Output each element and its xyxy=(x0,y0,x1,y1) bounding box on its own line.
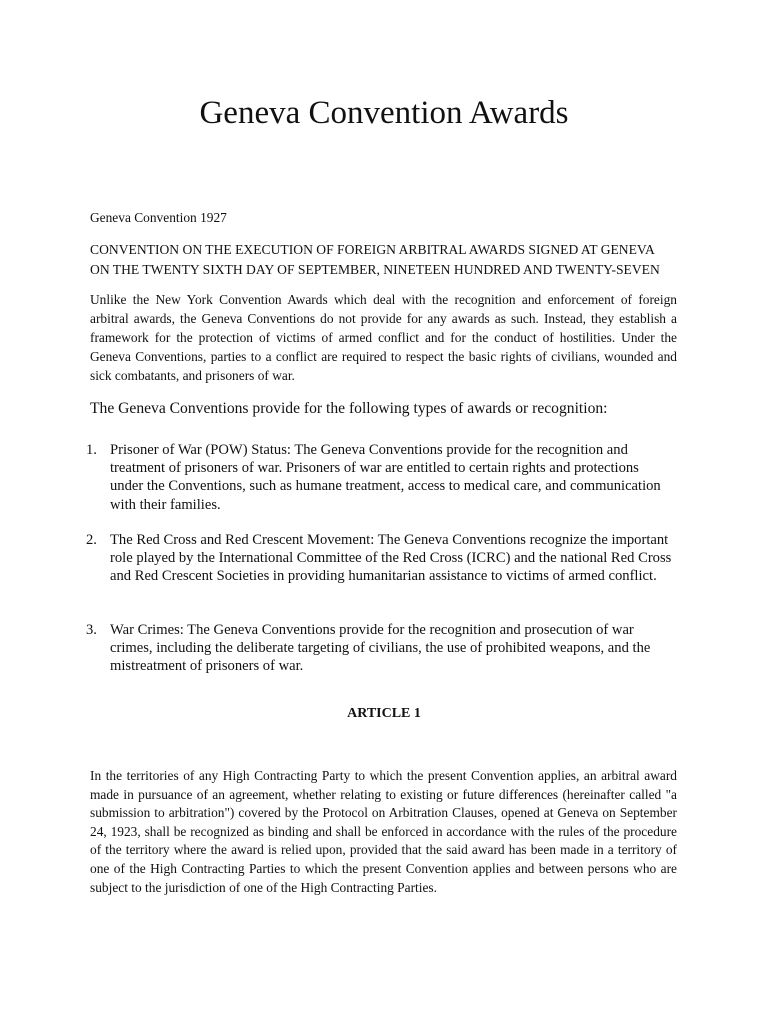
document-title: Geneva Convention Awards xyxy=(199,95,569,131)
list-item-text: The Red Cross and Red Crescent Movement: The Geneva Conventions recognize the important role played by the International Committee of the Red Cross (ICRC) and the national Red Cross and Red Crescent Societies in providing humanitarian assistance to victims of armed conflict. xyxy=(110,532,672,585)
list-item-text: War Crimes: The Geneva Conventions provide for the recognition and prosecution of war crimes, including the deliberate targeting of civilians, the use of prohibited weapons, and the mistreatment of prisoners of war. xyxy=(110,622,651,675)
document-subtitle: Geneva Convention 1927 xyxy=(90,210,227,225)
intro-paragraph: Unlike the New York Convention Awards which deal with the recognition and enforcement of foreign arbitral awards, the Geneva Conventions do not provide for any awards as such. Instead, they establish a framework for the protection of victims of armed conflict and for the conduct of hostilities. Under the Geneva Conventions, parties to a conflict are required to respect the basic rights of civilians, wounded and sick combatants, and prisoners of war. xyxy=(90,292,677,383)
lead-sentence: The Geneva Conventions provide for the following types of awards or recognition: xyxy=(90,400,608,417)
convention-heading: CONVENTION ON THE EXECUTION OF FOREIGN ARBITRAL AWARDS SIGNED AT GENEVA ON THE TWENTY SIXTH DAY OF SEPTEMBER, NINETEEN HUNDRED AND TWENTY-SEVEN xyxy=(90,242,660,277)
list-item-number: 3. xyxy=(86,622,97,638)
list-item xyxy=(86,531,681,586)
list-item xyxy=(86,621,681,676)
list-item xyxy=(86,441,681,514)
list-item-number: 1. xyxy=(86,442,97,458)
list-item-number: 2. xyxy=(86,532,97,548)
article-body: In the territories of any High Contracting Party to which the present Convention applies, an arbitral award made in pursuance of an agreement, whether relating to existing or future differences (hereinafter called "a submission to arbitration") covered by the Protocol on Arbitration Clauses, opened at Geneva on September 24, 1923, shall be recognized as binding and shall be enforced in accordance with the rules of the procedure of the territory where the award is relied upon, provided that the said award has been made in a territory of one of the High Contracting Parties to which the present Convention applies and between persons who are subject to the jurisdiction of one of the High Contracting Parties. xyxy=(90,768,677,895)
list-item-text: Prisoner of War (POW) Status: The Geneva Conventions provide for the recognition and treatment of prisoners of war. Prisoners of war are entitled to certain rights and protections under the Conventions, such as humane treatment, access to medical care, and communication with their families. xyxy=(110,442,661,513)
article-heading: ARTICLE 1 xyxy=(347,706,421,721)
